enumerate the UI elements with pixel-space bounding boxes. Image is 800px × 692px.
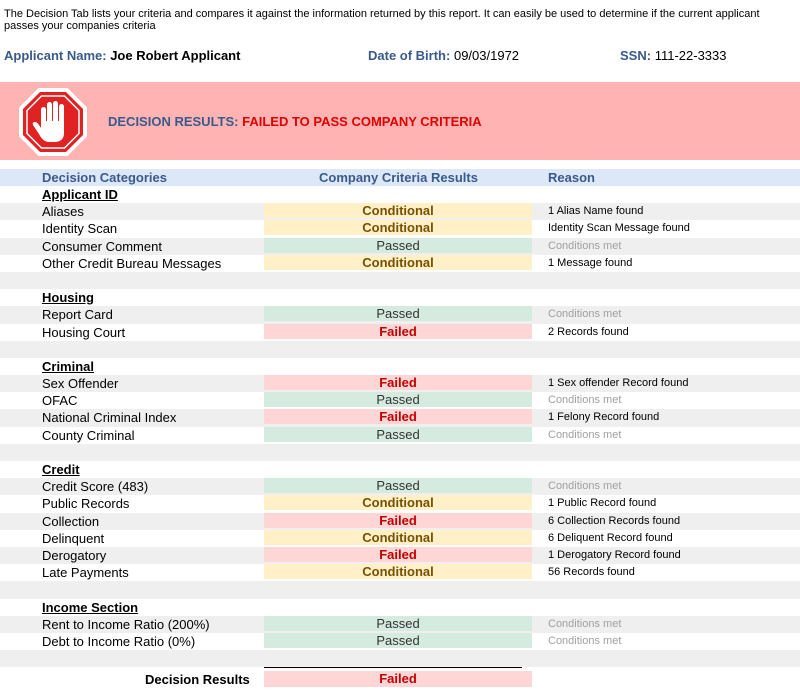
table-row bbox=[0, 306, 800, 323]
table-row bbox=[0, 633, 800, 650]
table-row bbox=[0, 530, 800, 547]
table-row bbox=[0, 255, 800, 272]
criteria-result: Passed bbox=[264, 633, 532, 648]
reason-text: Conditions met bbox=[548, 394, 622, 407]
category-name: OFAC bbox=[42, 393, 78, 409]
table-row bbox=[0, 392, 800, 409]
section-title: Applicant ID bbox=[42, 187, 118, 202]
section-row bbox=[0, 186, 800, 203]
section-row bbox=[0, 461, 800, 478]
category-name: Delinquent bbox=[42, 530, 105, 546]
criteria-result: Conditional bbox=[264, 495, 532, 510]
table-row bbox=[0, 478, 800, 495]
reason-text: 56 Records found bbox=[548, 566, 635, 579]
final-decision-row bbox=[0, 671, 800, 688]
reason-text: Conditions met bbox=[548, 428, 622, 441]
table-row bbox=[0, 375, 800, 392]
applicant-name-field bbox=[4, 48, 240, 63]
category-name: Late Payments bbox=[42, 565, 129, 581]
category-name: Debt to Income Ratio (0%) bbox=[42, 633, 196, 649]
section-title: Income Section bbox=[42, 599, 139, 615]
category-name: Sex Offender bbox=[42, 376, 119, 392]
dob-value: 09/03/1972 bbox=[453, 48, 520, 63]
criteria-result: Passed bbox=[264, 616, 532, 631]
applicant-name-label: Applicant Name: bbox=[4, 48, 107, 63]
reason-text: 1 Felony Record found bbox=[548, 411, 660, 424]
category-name: Rent to Income Ratio (200%) bbox=[42, 616, 210, 632]
reason-text: Conditions met bbox=[548, 617, 622, 630]
category-name: Other Credit Bureau Messages bbox=[42, 255, 222, 271]
ssn-field bbox=[620, 48, 727, 63]
header-company-criteria-results: Company Criteria Results bbox=[319, 170, 478, 185]
stop-hand-icon bbox=[18, 87, 88, 157]
criteria-result: Failed bbox=[264, 513, 532, 528]
reason-text: 1 Message found bbox=[548, 256, 633, 269]
table-row bbox=[0, 547, 800, 564]
reason-text: 1 Sex offender Record found bbox=[548, 377, 689, 390]
category-name: Derogatory bbox=[42, 547, 107, 563]
table-row bbox=[0, 409, 800, 426]
dob-field bbox=[368, 48, 519, 63]
table-row bbox=[0, 564, 800, 581]
criteria-result: Conditional bbox=[264, 530, 532, 545]
criteria-result: Passed bbox=[264, 478, 532, 493]
spacer-row bbox=[0, 581, 800, 598]
table-row bbox=[0, 616, 800, 633]
reason-text: Conditions met bbox=[548, 634, 622, 647]
reason-text: Conditions met bbox=[548, 239, 622, 252]
section-row bbox=[0, 289, 800, 306]
criteria-result: Conditional bbox=[264, 564, 532, 579]
criteria-result: Failed bbox=[264, 375, 532, 390]
category-name: Identity Scan bbox=[42, 221, 118, 237]
reason-text: 1 Alias Name found bbox=[548, 205, 644, 218]
criteria-result: Failed bbox=[264, 547, 532, 562]
category-name: National Criminal Index bbox=[42, 410, 177, 426]
criteria-result: Passed bbox=[264, 427, 532, 442]
table-row bbox=[0, 427, 800, 444]
table-row bbox=[0, 324, 800, 341]
header-reason: Reason bbox=[548, 170, 595, 185]
criteria-result: Passed bbox=[264, 238, 532, 253]
reason-text: 6 Deliquent Record found bbox=[548, 531, 673, 544]
spacer-row bbox=[0, 341, 800, 358]
section-row bbox=[0, 358, 800, 375]
criteria-result: Conditional bbox=[264, 203, 532, 218]
spacer-row bbox=[0, 444, 800, 461]
category-name: Housing Court bbox=[42, 324, 126, 340]
table-row bbox=[0, 513, 800, 530]
section-title: Criminal bbox=[42, 358, 95, 374]
decision-banner-label: DECISION RESULTS: bbox=[108, 114, 239, 129]
category-name: Collection bbox=[42, 513, 100, 529]
table-row bbox=[0, 238, 800, 255]
ssn-value: 111-22-3333 bbox=[654, 48, 727, 63]
table-header bbox=[0, 169, 800, 186]
category-name: Report Card bbox=[42, 307, 113, 323]
criteria-result: Conditional bbox=[264, 220, 532, 235]
decision-banner bbox=[0, 82, 800, 160]
final-decision-label: Decision Results bbox=[145, 672, 250, 687]
criteria-result: Failed bbox=[264, 324, 532, 339]
section-title: Housing bbox=[42, 290, 94, 306]
table-row bbox=[0, 495, 800, 512]
spacer-row bbox=[0, 272, 800, 289]
applicant-name-value: Joe Robert Applicant bbox=[110, 48, 241, 63]
decision-banner-value: FAILED TO PASS COMPANY CRITERIA bbox=[242, 114, 482, 129]
reason-text: 1 Public Record found bbox=[548, 497, 657, 510]
criteria-result: Passed bbox=[264, 392, 532, 407]
decision-table bbox=[0, 186, 800, 667]
decision-banner-text bbox=[108, 114, 482, 129]
final-divider bbox=[264, 667, 522, 668]
reason-text: Identity Scan Message found bbox=[548, 222, 690, 235]
reason-text: 2 Records found bbox=[548, 325, 629, 338]
criteria-result: Passed bbox=[264, 306, 532, 321]
header-decision-categories: Decision Categories bbox=[42, 170, 167, 185]
table-row bbox=[0, 203, 800, 220]
applicant-info bbox=[0, 48, 800, 64]
reason-text: Conditions met bbox=[548, 308, 622, 321]
spacer-row bbox=[0, 650, 800, 667]
reason-text: Conditions met bbox=[548, 480, 622, 493]
category-name: Consumer Comment bbox=[42, 238, 162, 254]
criteria-result: Conditional bbox=[264, 255, 532, 270]
final-decision-result: Failed bbox=[264, 671, 532, 687]
reason-text: 1 Derogatory Record found bbox=[548, 548, 681, 561]
intro-text: The Decision Tab lists your criteria and compares it against the information returned by this report. It can easily be used to determine if the current applicant passes your companies criteria bbox=[4, 8, 760, 32]
dob-label: Date of Birth: bbox=[368, 48, 451, 63]
table-row bbox=[0, 220, 800, 237]
category-name: County Criminal bbox=[42, 427, 135, 443]
criteria-result: Failed bbox=[264, 409, 532, 424]
section-row bbox=[0, 599, 800, 616]
category-name: Credit Score (483) bbox=[42, 479, 149, 495]
ssn-label: SSN: bbox=[620, 48, 652, 63]
section-title: Credit bbox=[42, 462, 80, 477]
category-name: Aliases bbox=[42, 204, 84, 220]
category-name: Public Records bbox=[42, 496, 130, 512]
reason-text: 6 Collection Records found bbox=[548, 514, 681, 527]
